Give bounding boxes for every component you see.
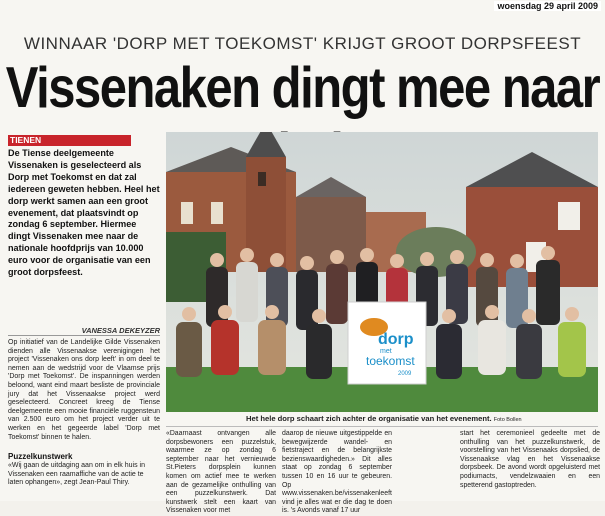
article-column-2: «Daarnaast ontvangen alle dorpsbewoners een puzzelstuk, waarmee ze op zondag 6 september naar het vernieuwde St.Pieters dorpsplein kunnen komen om actief mee te werken aan de gezamelijke onthulling van een puzzelkunstwerk. Dat kunstwerk stelt een kaart van Vissenaken voor met xyxy=(166,430,276,515)
photo-caption xyxy=(246,414,522,423)
banner-word-met: met xyxy=(380,348,392,355)
group-photo-illustration xyxy=(166,132,598,412)
article-photo xyxy=(166,132,598,412)
article-body-1: Op initiatief van de Landelijke Gilde Vissenaken dienden alle Vissenaakse verenigingen het project 'Vissenaken ons dorp leeft' in om deel te nemen aan de wedstrijd voor de Vlaamse prijs 'Dorp met Toekomst'. De inspanningen werden beloond, want eind maart besliste de provinciale jury dat het Vissenaakse project werd geselecteerd. Concreet kreeg de Tiense deelgemeente een mooie financiële ruggensteun van 2.500 euro om het project verder uit te werken en het gegeerde label 'Dorp met Toekomst' binnen te halen. xyxy=(8,339,160,441)
article-kicker: WINNAAR 'DORP MET TOEKOMST' KRIJGT GROOT DORPSFEEST xyxy=(23,34,582,53)
article-column-4: start het ceremonieel gedeelte met de onthulling van het puzzelkunstwerk, de voorstelling van het Vissenaaks dorpslied, de Vissenaakse vlag en het Vissenaakse dorpsbeek. De avond wordt opgeluisterd met podiumacts, vendelzwaaien en een spetterend gastoptreden. xyxy=(460,430,600,489)
article-body-2: «Wij gaan de uitdaging aan om in elk huis in Vissenaken een raamaffiche van de actie te laten ophangen», zegt Jean-Paul Thiry. xyxy=(8,462,145,487)
article-subhead: Puzzelkunstwerk xyxy=(8,452,73,461)
banner-word-toekomst: toekomst xyxy=(366,354,415,368)
article-lead: De Tiense deelgemeente Vissenaken is geselecteerd als Dorp met Toekomst en dat zal iedereen geweten hebben. Heel het dorp werkt samen aan een groot evenement, dat plaatsvindt op zondag 6 september. Hiermee dingt Vissenaken mee naar de nationale hoofdprijs van 10.000 euro voor de organisatie van een groot dorpsfeest. xyxy=(8,148,160,278)
banner-word-dorp: dorp xyxy=(378,331,414,348)
dorp-met-toekomst-banner xyxy=(348,302,426,384)
section-tag: TIENEN xyxy=(8,135,131,146)
column-divider xyxy=(166,426,598,427)
article-column-3: daarop de nieuwe uitgestippelde en bewegwijzerde wandel- en fietstraject en de belangrijkste bezienswaardigheden.» Dit alles staat op zondag 6 september tussen 10 en 16 uur te gebeuren. Op www.vissenaken.be/vissenakenleeft vind je alles wat er die dag te doen is. 's Avonds vanaf 17 uur xyxy=(282,430,392,515)
banner-year: 2009 xyxy=(398,371,412,377)
caption-text: Het hele dorp schaart zich achter de organisatie van het evenement. xyxy=(246,414,492,423)
byline: VANESSA DEKEYZER xyxy=(8,326,160,336)
article-headline: Vissenaken dingt mee naar xyxy=(5,56,600,120)
photo-credit: Foto Bollen xyxy=(493,417,522,423)
issue-date: woensdag 29 april 2009 xyxy=(494,1,601,11)
